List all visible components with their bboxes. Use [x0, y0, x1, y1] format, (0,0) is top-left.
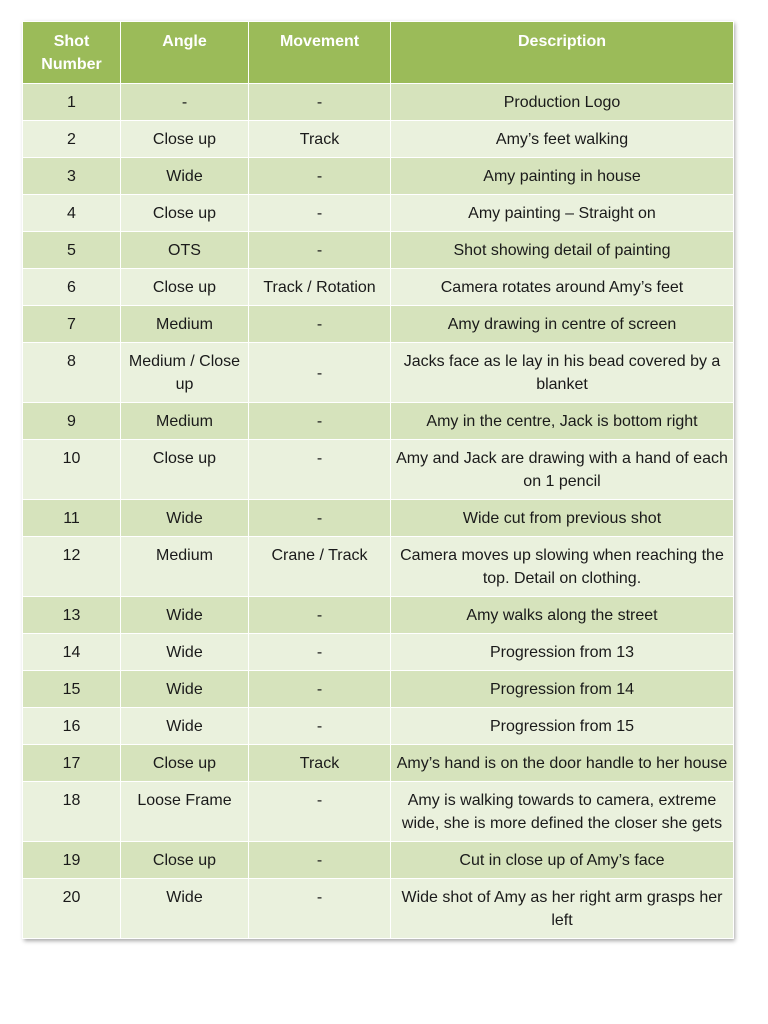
cell-description: Progression from 13: [391, 634, 734, 671]
table-row: [23, 500, 734, 537]
header-description: Description: [391, 22, 734, 84]
cell-angle: OTS: [121, 232, 249, 269]
cell-description: Cut in close up of Amy’s face: [391, 842, 734, 879]
cell-shot: 19: [23, 842, 121, 879]
cell-description: Progression from 14: [391, 671, 734, 708]
cell-movement: -: [249, 634, 391, 671]
table-row: [23, 597, 734, 634]
cell-movement: -: [249, 671, 391, 708]
table-row: [23, 306, 734, 343]
cell-angle: Medium: [121, 537, 249, 597]
cell-description: Shot showing detail of painting: [391, 232, 734, 269]
cell-angle: Medium: [121, 403, 249, 440]
cell-description: Amy painting – Straight on: [391, 195, 734, 232]
cell-movement: -: [249, 195, 391, 232]
cell-movement: Track: [249, 745, 391, 782]
cell-movement: -: [249, 403, 391, 440]
cell-movement: -: [249, 842, 391, 879]
cell-description: Amy drawing in centre of screen: [391, 306, 734, 343]
cell-movement: -: [249, 84, 391, 121]
cell-description: Wide shot of Amy as her right arm grasps her left: [391, 879, 734, 939]
cell-angle: Loose Frame: [121, 782, 249, 842]
cell-angle: Wide: [121, 671, 249, 708]
cell-description: Amy is walking towards to camera, extreme wide, she is more defined the closer she gets: [391, 782, 734, 842]
cell-shot: 2: [23, 121, 121, 158]
header-movement: Movement: [249, 22, 391, 84]
cell-shot: 4: [23, 195, 121, 232]
table-row: [23, 842, 734, 879]
cell-angle: Wide: [121, 708, 249, 745]
cell-angle: Close up: [121, 440, 249, 500]
cell-description: Amy’s feet walking: [391, 121, 734, 158]
cell-description: Camera rotates around Amy’s feet: [391, 269, 734, 306]
cell-movement: -: [249, 879, 391, 939]
cell-shot: 1: [23, 84, 121, 121]
cell-movement: -: [249, 500, 391, 537]
cell-shot: 17: [23, 745, 121, 782]
cell-shot: 6: [23, 269, 121, 306]
cell-shot: 13: [23, 597, 121, 634]
cell-movement: -: [249, 440, 391, 500]
cell-movement: -: [249, 343, 391, 403]
cell-shot: 14: [23, 634, 121, 671]
cell-angle: Close up: [121, 745, 249, 782]
table-row: [23, 84, 734, 121]
cell-movement: -: [249, 158, 391, 195]
table-row: [23, 537, 734, 597]
cell-description: Jacks face as le lay in his bead covered by a blanket: [391, 343, 734, 403]
table-row: [23, 232, 734, 269]
table-row: [23, 745, 734, 782]
cell-shot: 5: [23, 232, 121, 269]
table-row: [23, 121, 734, 158]
cell-movement: -: [249, 782, 391, 842]
cell-angle: Close up: [121, 121, 249, 158]
table-row: [23, 671, 734, 708]
cell-movement: Track: [249, 121, 391, 158]
cell-shot: 12: [23, 537, 121, 597]
cell-shot: 11: [23, 500, 121, 537]
cell-shot: 7: [23, 306, 121, 343]
cell-angle: -: [121, 84, 249, 121]
cell-description: Production Logo: [391, 84, 734, 121]
cell-movement: Crane / Track: [249, 537, 391, 597]
cell-angle: Wide: [121, 597, 249, 634]
cell-angle: Wide: [121, 500, 249, 537]
table-row: [23, 403, 734, 440]
header-angle: Angle: [121, 22, 249, 84]
cell-angle: Wide: [121, 158, 249, 195]
cell-description: Amy and Jack are drawing with a hand of each on 1 pencil: [391, 440, 734, 500]
cell-description: Amy painting in house: [391, 158, 734, 195]
cell-movement: -: [249, 597, 391, 634]
cell-movement: -: [249, 708, 391, 745]
cell-shot: 10: [23, 440, 121, 500]
table-row: [23, 343, 734, 403]
cell-description: Wide cut from previous shot: [391, 500, 734, 537]
table-row: [23, 879, 734, 939]
header-shot-number: Shot Number: [23, 22, 121, 84]
table-row: [23, 158, 734, 195]
cell-movement: -: [249, 232, 391, 269]
cell-angle: Close up: [121, 269, 249, 306]
table-row: [23, 195, 734, 232]
cell-movement: Track / Rotation: [249, 269, 391, 306]
table-row: [23, 782, 734, 842]
cell-angle: Medium: [121, 306, 249, 343]
table-row: [23, 634, 734, 671]
cell-shot: 15: [23, 671, 121, 708]
shot-list-table-container: [22, 21, 733, 939]
cell-angle: Medium / Close up: [121, 343, 249, 403]
cell-description: Progression from 15: [391, 708, 734, 745]
table-row: [23, 440, 734, 500]
cell-angle: Close up: [121, 842, 249, 879]
cell-description: Amy walks along the street: [391, 597, 734, 634]
table-row: [23, 269, 734, 306]
cell-description: Amy’s hand is on the door handle to her house: [391, 745, 734, 782]
cell-shot: 20: [23, 879, 121, 939]
table-header-row: [23, 22, 734, 84]
cell-shot: 8: [23, 343, 121, 403]
cell-shot: 9: [23, 403, 121, 440]
cell-shot: 3: [23, 158, 121, 195]
cell-shot: 18: [23, 782, 121, 842]
cell-shot: 16: [23, 708, 121, 745]
table-body: [23, 84, 734, 939]
cell-movement: -: [249, 306, 391, 343]
cell-angle: Wide: [121, 634, 249, 671]
cell-angle: Wide: [121, 879, 249, 939]
shot-list-table: [22, 21, 734, 939]
cell-angle: Close up: [121, 195, 249, 232]
table-row: [23, 708, 734, 745]
cell-description: Camera moves up slowing when reaching the top. Detail on clothing.: [391, 537, 734, 597]
cell-description: Amy in the centre, Jack is bottom right: [391, 403, 734, 440]
